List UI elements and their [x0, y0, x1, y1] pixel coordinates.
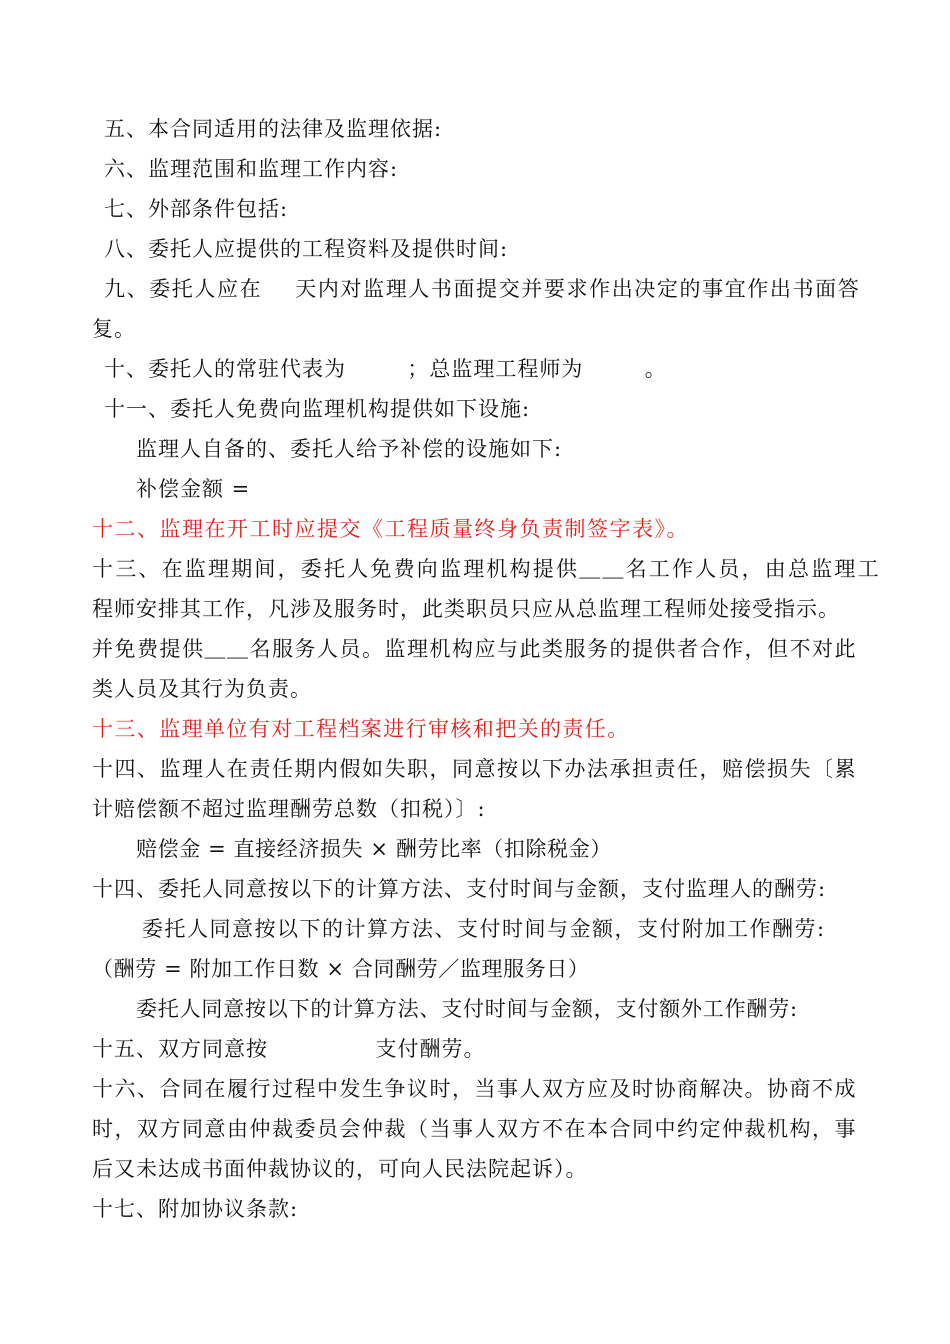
clause-13-cont-3: 类人员及其行为负责。	[92, 677, 312, 701]
clause-11-facilities: 监理人自备的、委托人给予补偿的设施如下:	[136, 437, 563, 461]
clause-9: 九、委托人应在 天内对监理人书面提交并要求作出决定的事宜作出书面答	[104, 277, 861, 301]
clause-10: 十、委托人的常驻代表为 ；总监理工程师为 。	[104, 357, 667, 381]
clause-16-cont-2: 后又未达成书面仲裁协议的，可向人民法院起诉）。	[92, 1157, 588, 1181]
clause-11: 十一、委托人免费向监理机构提供如下设施:	[104, 397, 531, 421]
clause-14: 十四、监理人在责任期内假如失职，同意按以下办法承担责任，赔偿损失〔累	[92, 757, 857, 781]
clause-13-duty: 十三、监理单位有对工程档案进行审核和把关的责任。	[92, 717, 630, 741]
clause-16: 十六、合同在履行过程中发生争议时，当事人双方应及时协商解决。协商不成	[92, 1077, 857, 1101]
clause-13-cont-1: 程师安排其工作，凡涉及服务时，此类职员只应从总监理工程师处接受指示。	[92, 597, 840, 621]
clause-13: 十三、在监理期间，委托人免费向监理机构提供＿＿名工作人员，由总监理工	[92, 557, 881, 581]
clause-11-compensation: 补偿金额 =	[136, 477, 251, 501]
clause-8: 八、委托人应提供的工程资料及提供时间:	[104, 237, 509, 261]
clause-12: 十二、监理在开工时应提交《工程质量终身负责制签字表》。	[92, 517, 689, 541]
clause-6: 六、监理范围和监理工作内容:	[104, 157, 399, 181]
clause-14-payment: 十四、委托人同意按以下的计算方法、支付时间与金额，支付监理人的酬劳:	[92, 877, 827, 901]
clause-15: 十五、双方同意按 支付酬劳。	[92, 1037, 486, 1061]
clause-7: 七、外部条件包括:	[104, 197, 289, 221]
additional-work-formula: （酬劳 = 附加工作日数 × 合同酬劳／监理服务日）	[92, 957, 590, 981]
additional-work-payment: 委托人同意按以下的计算方法、支付时间与金额，支付附加工作酬劳:	[142, 917, 826, 941]
clause-17: 十七、附加协议条款:	[92, 1197, 299, 1221]
clause-14-cont: 计赔偿额不超过监理酬劳总数（扣税）〕:	[92, 797, 486, 821]
clause-9-cont: 复。	[92, 317, 136, 341]
clause-13-cont-2: 并免费提供＿＿名服务人员。监理机构应与此类服务的提供者合作，但不对此	[92, 637, 857, 661]
compensation-formula: 赔偿金 = 直接经济损失 × 酬劳比率（扣除税金）	[136, 837, 612, 861]
clause-5: 五、本合同适用的法律及监理依据:	[104, 117, 443, 141]
clause-16-cont-1: 时，双方同意由仲裁委员会仲裁（当事人双方不在本合同中约定仲裁机构，事	[92, 1117, 857, 1141]
extra-work-payment: 委托人同意按以下的计算方法、支付时间与金额，支付额外工作酬劳:	[136, 997, 798, 1021]
